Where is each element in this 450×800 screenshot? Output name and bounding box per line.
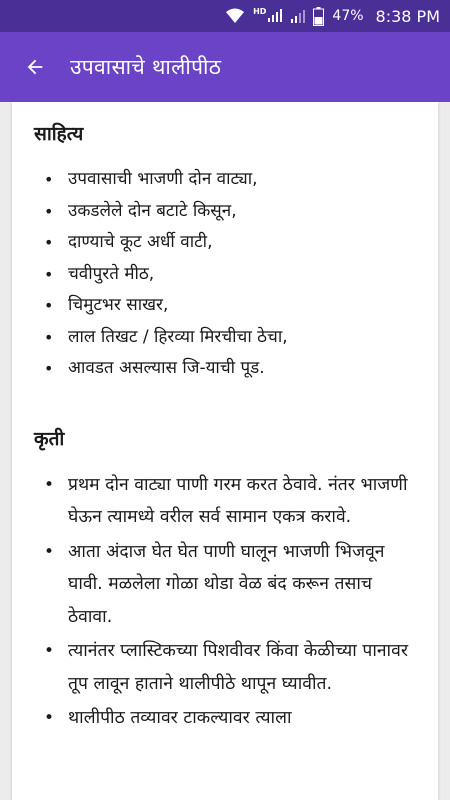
list-item: • आवडत असल्यास जि-याची पूड. [34,353,416,385]
list-item: • उकडलेले दोन बटाटे किसून, [34,196,416,228]
list-item: • चिमुटभर साखर, [34,290,416,322]
back-button[interactable] [0,32,70,102]
list-item: • त्यानंतर प्लास्टिकच्या पिशवीवर किंवा केळीच्या पानावर तूप लावून हाताने थालीपीठे थापून घ्यावीत. [34,635,416,700]
content-scroll[interactable] [0,102,450,800]
list-item: • लाल तिखट / हिरव्या मिरचीचा ठेचा, [34,322,416,354]
signal-icon [291,8,305,24]
wifi-icon [225,8,245,24]
list-item: • थालीपीठ तव्यावर टाकल्यावर त्याला [34,702,416,735]
hd-label: HD [253,7,267,16]
ingredients-heading: साहित्य [34,123,84,145]
list-item: • आता अंदाज घेत घेत पाणी घालून भाजणी भिजवून घावी. मळलेला गोळा थोडा वेळ बंद करून तसाच ठेवावा. [34,536,416,634]
page-title: उपवासाचे थालीपीठ [70,55,222,79]
app-bar [0,32,450,102]
battery-icon [313,7,324,26]
list-item: • दाण्याचे कूट अर्धी वाटी, [34,227,416,259]
arrow-left-icon [24,56,46,78]
steps-heading: कृती [34,427,65,450]
clock: 8:38 PM [375,6,440,26]
list-item: • उपवासाची भाजणी दोन वाट्या, [34,164,416,196]
recipe-card [12,102,438,800]
signal-hd-icon [253,7,283,25]
ingredients-list [34,164,416,385]
status-bar [0,0,450,32]
steps-list [34,469,416,735]
list-item: • चवीपुरते मीठ, [34,259,416,291]
battery-percent: 47% [332,8,364,24]
list-item: • प्रथम दोन वाट्या पाणी गरम करत ठेवावे. नंतर भाजणी घेऊन त्यामध्ये वरील सर्व सामान एकत्र करावे. [34,469,416,534]
